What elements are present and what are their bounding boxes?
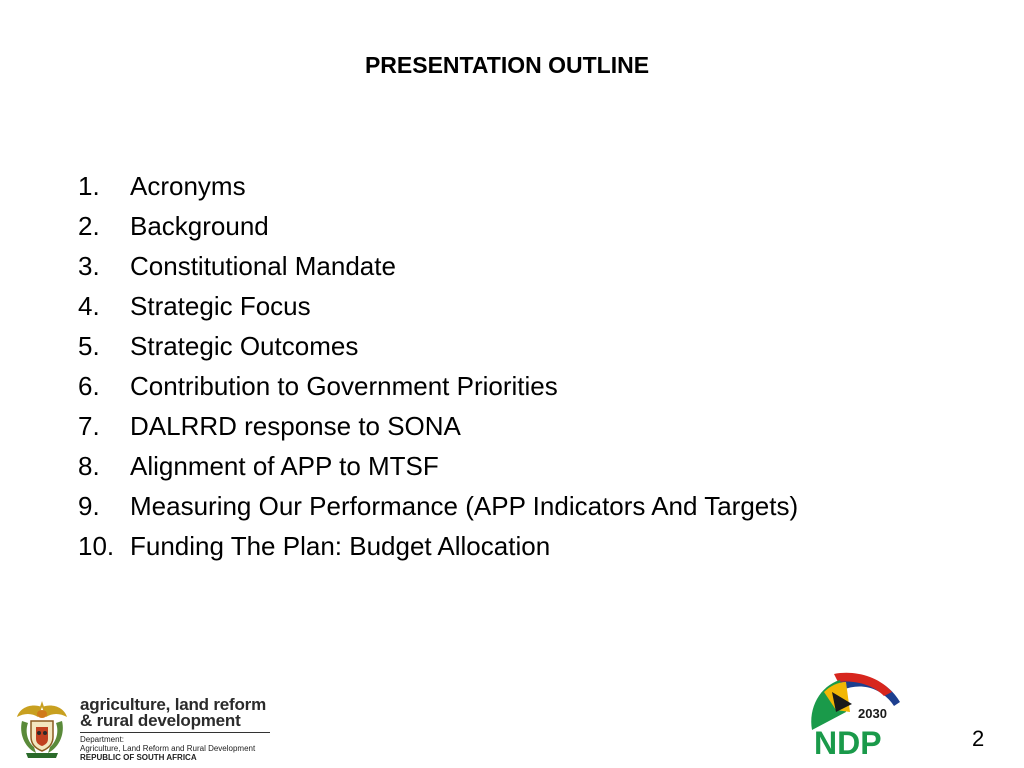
list-item-label: Constitutional Mandate bbox=[130, 250, 396, 281]
list-item bbox=[78, 206, 798, 246]
list-item bbox=[78, 286, 798, 326]
list-item-label: Contribution to Government Priorities bbox=[130, 370, 558, 401]
country-name: REPUBLIC OF SOUTH AFRICA bbox=[80, 753, 197, 762]
divider bbox=[80, 732, 270, 733]
list-item bbox=[78, 166, 798, 206]
list-item bbox=[78, 366, 798, 406]
list-item bbox=[78, 326, 798, 366]
list-item bbox=[78, 406, 798, 446]
list-item bbox=[78, 246, 798, 286]
list-item-label: Funding The Plan: Budget Allocation bbox=[130, 530, 551, 561]
slide-title: PRESENTATION OUTLINE bbox=[364, 52, 650, 78]
list-item bbox=[78, 446, 798, 486]
list-item bbox=[78, 526, 798, 566]
list-item-label: DALRRD response to SONA bbox=[130, 410, 461, 441]
department-logo bbox=[14, 697, 274, 761]
list-item-number: 2. bbox=[78, 210, 100, 241]
list-item-label: Measuring Our Performance (APP Indicators And Targets) bbox=[130, 490, 799, 521]
list-item-label: Strategic Outcomes bbox=[130, 330, 359, 361]
list-item-number: 8. bbox=[78, 450, 100, 481]
outline-list bbox=[78, 166, 798, 566]
list-item bbox=[78, 486, 798, 526]
department-name-line1: agriculture, land reform bbox=[80, 695, 267, 714]
list-item-number: 1. bbox=[78, 170, 100, 201]
department-label: Department: bbox=[80, 735, 125, 744]
list-item-label: Strategic Focus bbox=[130, 290, 311, 321]
coat-of-arms-icon bbox=[14, 697, 70, 759]
department-full-name: Agriculture, Land Reform and Rural Development bbox=[80, 744, 256, 753]
ndp-year: 2030 bbox=[858, 706, 887, 721]
list-item-number: 3. bbox=[78, 250, 100, 281]
list-item-label: Background bbox=[130, 210, 269, 241]
list-item-number: 7. bbox=[78, 410, 100, 441]
list-item-number: 9. bbox=[78, 490, 100, 521]
list-item-number: 4. bbox=[78, 290, 100, 321]
ndp-logo bbox=[806, 672, 902, 758]
page-number: 2 bbox=[972, 726, 985, 751]
list-item-number: 6. bbox=[78, 370, 100, 401]
list-item-label: Alignment of APP to MTSF bbox=[130, 450, 439, 481]
list-item-number: 5. bbox=[78, 330, 100, 361]
list-item-number: 10. bbox=[78, 530, 115, 561]
ndp-text: NDP bbox=[814, 725, 882, 758]
department-name-line2: & rural development bbox=[80, 711, 241, 730]
list-item-label: Acronyms bbox=[130, 170, 246, 201]
